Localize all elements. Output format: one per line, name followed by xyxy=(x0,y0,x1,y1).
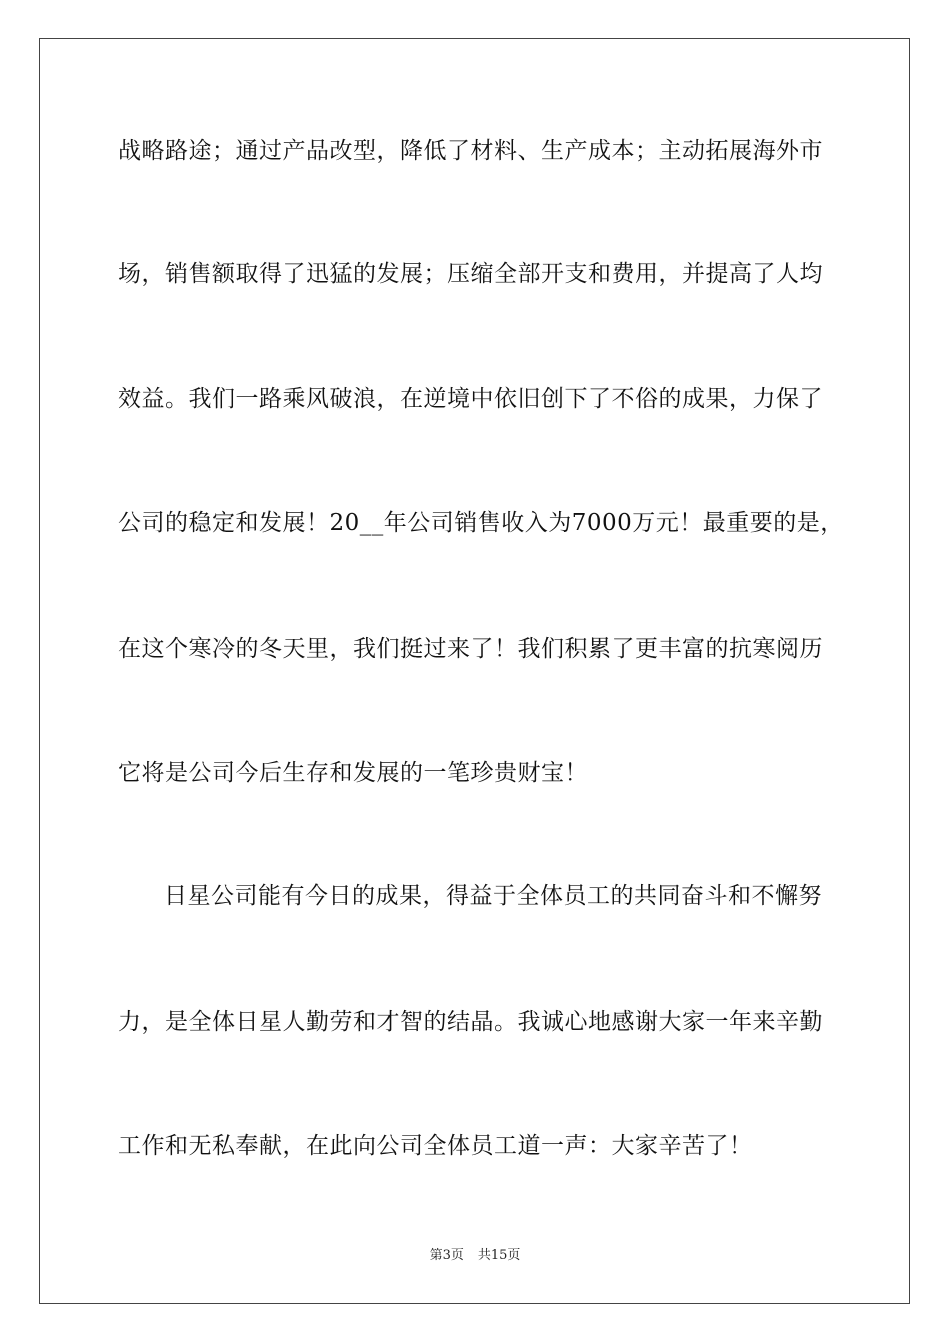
text-line: 它将是公司今后生存和发展的一笔珍贵财宝！ xyxy=(118,760,588,786)
text-line: 效益。我们一路乘风破浪，在逆境中依旧创下了不俗的成果，力保了 xyxy=(118,386,823,412)
text-line: 场，销售额取得了迅猛的发展；压缩全部开支和费用，并提高了人均 xyxy=(118,261,823,287)
text-line: 力，是全体日星人勤劳和才智的结晶。我诚心地感谢大家一年来辛勤 xyxy=(118,1009,823,1035)
page-number: 第3页 xyxy=(429,1248,464,1263)
text-line: 公司的稳定和发展！20__年公司销售收入为7000万元！最重要的是， xyxy=(118,510,844,536)
page-total: 共15页 xyxy=(477,1248,521,1263)
text-line: 战略路途；通过产品改型，降低了材料、生产成本；主动拓展海外市 xyxy=(118,138,823,164)
page-footer xyxy=(0,1248,950,1264)
paragraph-start-line: 日星公司能有今日的成果，得益于全体员工的共同奋斗和不懈努 xyxy=(164,883,822,909)
page-frame xyxy=(39,38,910,1304)
text-line: 工作和无私奉献，在此向公司全体员工道一声：大家辛苦了！ xyxy=(118,1133,753,1159)
text-line: 在这个寒冷的冬天里，我们挺过来了！我们积累了更丰富的抗寒阅历 xyxy=(118,636,823,662)
